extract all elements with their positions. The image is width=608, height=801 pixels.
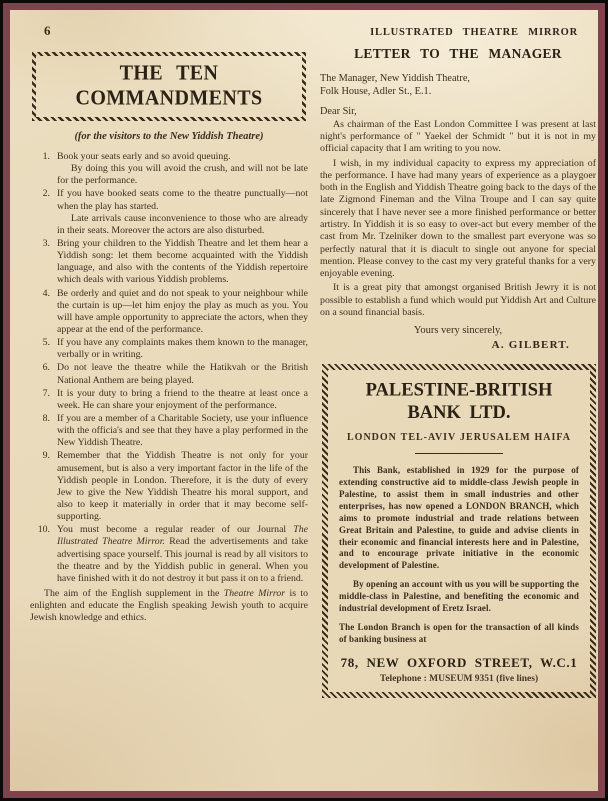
commandment-text: By doing this you will avoid the crush, and will not be late for the performance. — [57, 163, 308, 187]
commandment-number: 2. — [42, 188, 50, 200]
letter-valediction: Yours very sincerely, — [413, 325, 503, 337]
city-label: JERUSALEM — [460, 432, 531, 444]
letter-paragraph: It is a great pity that amongst organised British Jewry it is not possible to establish a fund which would put Yiddish Art and Culture on a sound financial basis. — [320, 282, 596, 318]
commandment-number: 7. — [42, 387, 50, 399]
letter-paragraph: I wish, in my individual capacity to express my appreciation of the performance. I have had many years of experience as a playgoer both in the English and Yiddish Theatre going back to the days of the late Zigmond Fineman and the Vilna Troupe and I can say quite sincerely that I have never see a more finished performance or better artistry. In Yiddish it is so easy to over-act but every member of the cast from Mr. Tzelniker down to the smallest part everyone was so perfectly natural that it is diacult to single out anyone for special mention. Please convey to the cast my very grateful thanks for a very enjoyable evening. — [320, 157, 596, 280]
commandment-number: 4. — [42, 287, 50, 299]
letter-paragraph: As chairman of the East London Committee I was present at last night's performance of " Yaekel der Schmidt " but it is not in my official capacity that I am writing to you now. — [320, 118, 596, 155]
commandment-text: You must become a regular reader of our Journal The Illustrated Theatre Mirror. Read the advertisements and take advertising space yourself. This journal is read by all visitors to the theatre and by the Yiddish public in general. When you have finished with it do not destroy it but pass it on to a friend. — [57, 524, 308, 584]
commandment-item — [30, 238, 308, 287]
commandment-number: 9. — [42, 450, 50, 462]
commandment-item — [30, 288, 308, 337]
letter-and-advert-column — [320, 43, 596, 698]
bank-branch-cities — [339, 432, 579, 443]
city-label: TEL-AVIV — [400, 432, 457, 444]
commandment-text: Late arrivals cause inconvenience to those who are already in their seats. Moreover the actors are also disturbed. — [57, 212, 308, 236]
commandment-number: 8. — [42, 412, 50, 424]
commandment-text: If you have booked seats come to the theatre punctually—not when the play has started. — [57, 188, 308, 212]
page-paper — [10, 10, 598, 698]
journal-title-italic: Theatre Mirror — [223, 587, 286, 599]
commandment-item — [30, 388, 308, 412]
bank-street-address: 78, NEW OXFORD STREET, W.C.1 — [340, 654, 578, 670]
commandment-item — [30, 188, 308, 237]
city-label: LONDON — [347, 432, 397, 444]
two-column-layout — [30, 43, 596, 698]
commandment-number: 10. — [37, 524, 50, 536]
page-header — [30, 23, 582, 39]
commandment-number: 6. — [42, 362, 50, 374]
journal-title-italic: The Illustrated Theatre Mirror. — [57, 524, 308, 548]
ten-commandments-title-box — [32, 52, 306, 121]
letter-address-line: The Manager, New Yiddish Theatre, — [320, 73, 470, 84]
advert-paragraph: By opening an account with us you will be supporting the middle-class in Palestine, and benefiting the economic and industrial development of Eretz Israel. — [339, 579, 579, 613]
commandment-item — [30, 524, 308, 585]
city-label: HAIFA — [534, 432, 571, 444]
advert-divider-rule — [415, 453, 503, 454]
ten-commandments-section — [30, 43, 308, 698]
commandment-number: 1. — [42, 151, 50, 162]
commandment-text: Remember that the Yiddish Theatre is not only for your amusement, but is also a very important factor in the life of the Yiddish people in London. Therefore, it is the duty of every Jew to give the New Yiddish Theatre his moral support, and also to keep it materially in order that it may become self-supporting. — [57, 450, 308, 523]
advert-paragraph: The London Branch is open for the transaction of all kinds of banking business at — [339, 621, 579, 644]
commandment-item — [30, 450, 308, 523]
letter-salutation: Dear Sir, — [320, 105, 357, 117]
commandment-text: If you are a member of a Charitable Society, use your influence with the officia's and see that they have a play performed in the New Yiddish Theatre. — [57, 412, 308, 449]
commandment-number: 5. — [42, 337, 50, 349]
bank-telephone: Telephone : MUSEUM 9351 (five lines) — [379, 673, 539, 684]
commandment-text: Bring your children to the Yiddish Theatre and let them hear a Yiddish song: let them become acquainted with the Yiddish language, and also with the contents of the Yiddish repertoire which deals with various Yiddish problems. — [57, 237, 308, 286]
letter-heading: LETTER TO THE MANAGER — [354, 46, 562, 61]
commandment-item — [30, 413, 308, 449]
commandment-number: 3. — [42, 237, 50, 249]
bank-advert-title: PALESTINE-BRITISH BANK LTD. — [365, 380, 553, 424]
commandment-item — [30, 151, 308, 187]
page-number: 6 — [44, 23, 51, 38]
letter-address-line: Folk House, Adler St., E.1. — [320, 86, 432, 98]
commandment-text: If you have any complaints makes them known to the manager, verbally or in writing. — [57, 337, 308, 361]
ten-commandments-subtitle: (for the visitors to the New Yiddish Theatre) — [74, 131, 264, 142]
commandment-text: Book your seats early and so avoid queuing. — [57, 151, 231, 162]
commandments-closing-paragraph: The aim of the English supplement in the Theatre Mirror is to enlighten and educate the English speaking Jewish youth to acquire Jewish knowledge and ethics. — [30, 587, 308, 624]
commandment-item — [30, 337, 308, 361]
magazine-masthead: ILLUSTRATED THEATRE MIRROR — [370, 27, 578, 38]
ten-commandments-title: THE TEN COMMANDMENTS — [75, 61, 263, 110]
advert-paragraph: This Bank, established in 1929 for the purpose of extending constructive aid to middle-class Jewish people in Palestine, to assist them in small industries and other enterprises, has now opened a LONDON BRANCH, which aims to promote industrial and trade relations between Great Britain and Palestine, to guide and advise clients in their economic and financial interests here and in Palestine, and to encourage private initiative in the economic development of Palestine. — [339, 465, 579, 571]
bank-advert — [322, 364, 596, 697]
commandment-text: Be orderly and quiet and do not speak to your neighbour while the curtain is up—let him enjoy the play as much as you. You will have ample opportunity to appreciate the actors, when they appear at the end of the performance. — [57, 287, 308, 335]
page-frame — [3, 3, 605, 798]
letter-signature: A. GILBERT. — [491, 339, 570, 352]
commandment-text: It is your duty to bring a friend to the theatre at least once a week. He can share your enjoyment of the performance. — [57, 387, 308, 411]
commandment-text: Do not leave the theatre while the Hatikvah or the British National Anthem are being played. — [57, 362, 308, 386]
commandment-item — [30, 362, 308, 386]
